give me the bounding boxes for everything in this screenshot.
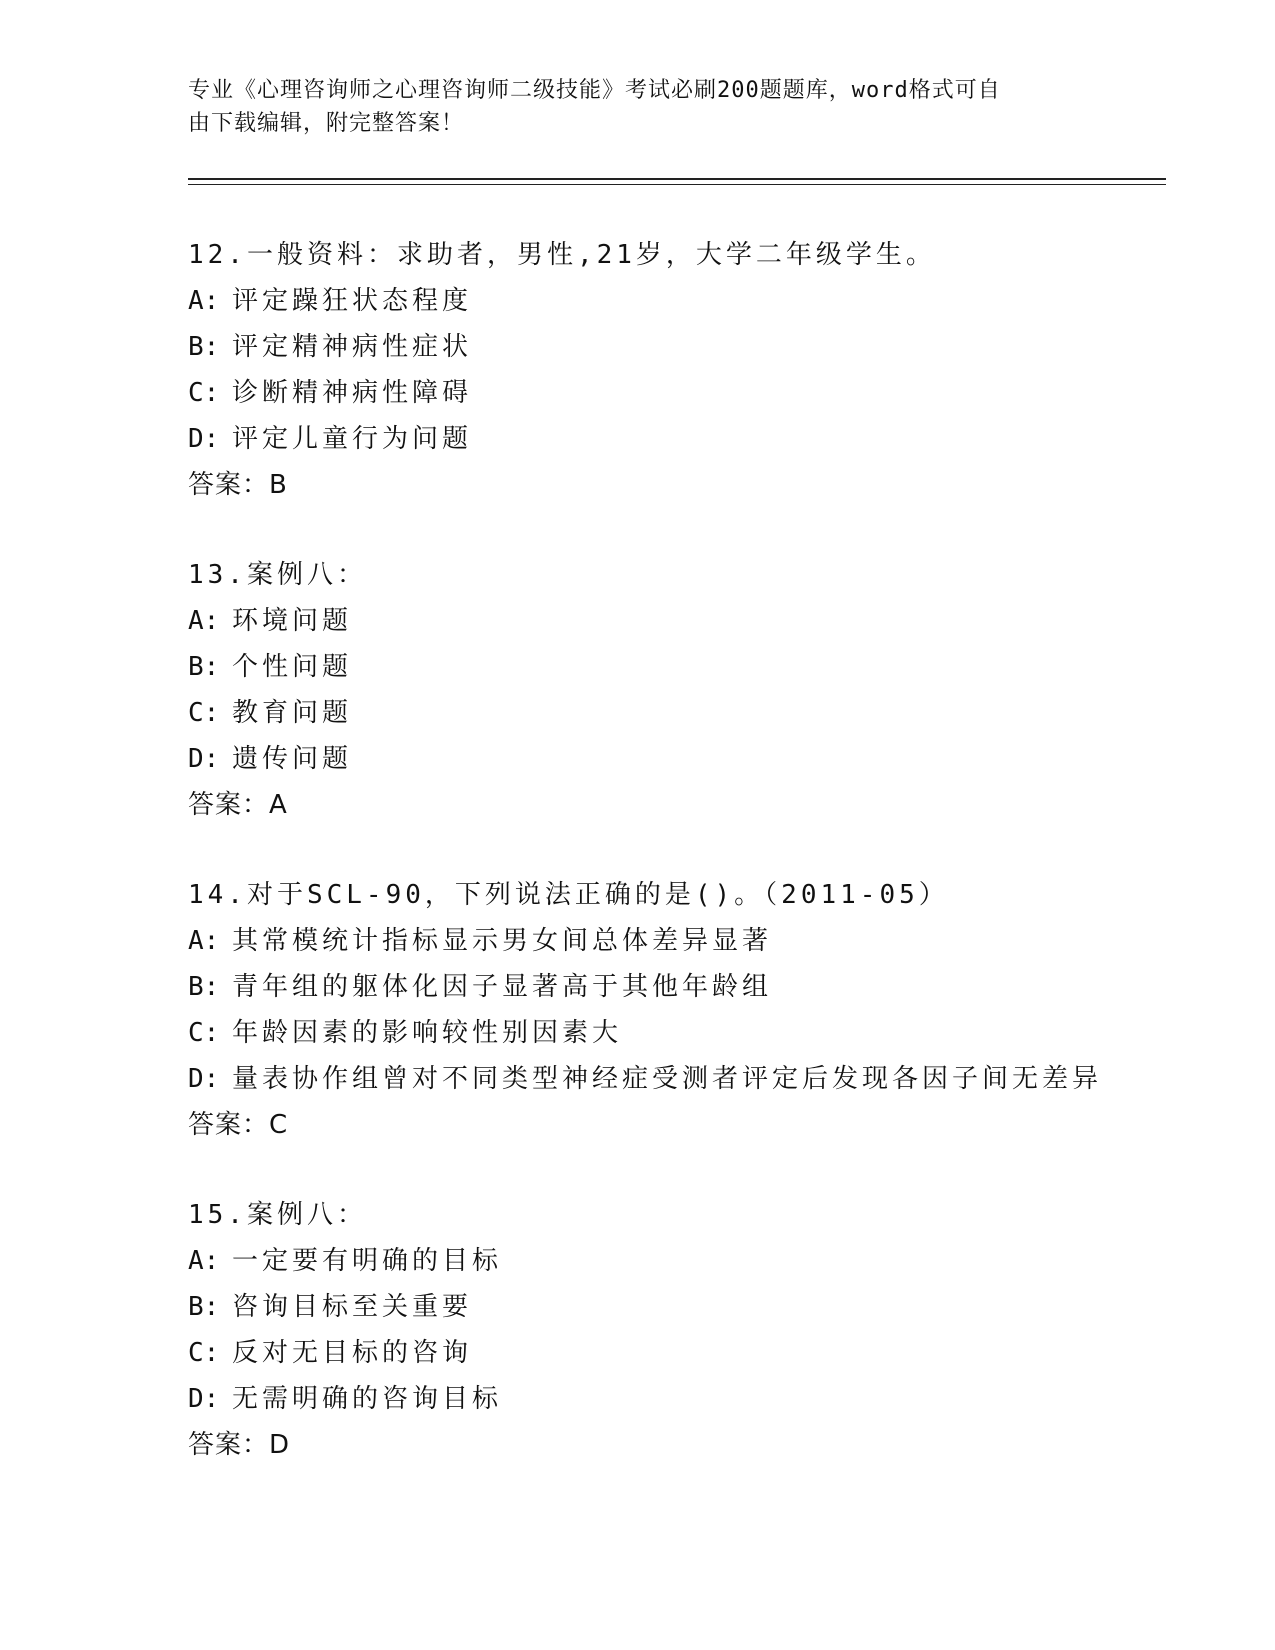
option-d: [188, 1376, 1168, 1422]
option-b: [188, 1284, 1168, 1330]
option-text: 教育问题: [232, 698, 353, 728]
option-text: 咨询目标至关重要: [232, 1292, 473, 1322]
option-letter: A:: [188, 286, 220, 316]
question-14: [188, 872, 1168, 1148]
option-letter: B:: [188, 1292, 220, 1322]
question-stem: 12.一般资料：求助者，男性,21岁，大学二年级学生。: [188, 240, 936, 270]
option-a: [188, 1238, 1168, 1284]
option-c: [188, 370, 1168, 416]
option-letter: B:: [188, 972, 220, 1002]
question-list: [188, 232, 1168, 1512]
question-stem: 14.对于SCL-90，下列说法正确的是()。（2011-05）: [188, 880, 949, 910]
option-letter: D:: [188, 744, 220, 774]
answer-label: 答案：B: [188, 470, 288, 500]
option-text: 遗传问题: [232, 744, 353, 774]
option-d: [188, 416, 1168, 462]
question-15: [188, 1192, 1168, 1468]
option-c: [188, 1330, 1168, 1376]
option-text: 评定躁狂状态程度: [232, 286, 473, 316]
option-b: [188, 324, 1168, 370]
option-text: 年龄因素的影响较性别因素大: [232, 1018, 623, 1048]
option-letter: B:: [188, 652, 220, 682]
option-text: 诊断精神病性障碍: [232, 378, 473, 408]
option-b: [188, 644, 1168, 690]
document-header: [188, 74, 1088, 140]
option-letter: A:: [188, 926, 220, 956]
option-text: 个性问题: [232, 652, 353, 682]
option-text: 评定精神病性症状: [232, 332, 473, 362]
option-letter: C:: [188, 378, 220, 408]
option-letter: D:: [188, 1384, 220, 1414]
option-text: 评定儿童行为问题: [232, 424, 473, 454]
option-letter: A:: [188, 606, 220, 636]
option-text: 反对无目标的咨询: [232, 1338, 473, 1368]
option-text: 量表协作组曾对不同类型神经症受测者评定后发现各因子间无差异: [232, 1064, 1103, 1094]
question-12: [188, 232, 1168, 508]
option-letter: D:: [188, 424, 220, 454]
option-letter: D:: [188, 1064, 220, 1094]
option-letter: B:: [188, 332, 220, 362]
option-text: 一定要有明确的目标: [232, 1246, 503, 1276]
header-divider-thin: [188, 184, 1166, 185]
header-divider-thick: [188, 178, 1166, 180]
option-text: 青年组的躯体化因子显著高于其他年龄组: [232, 972, 773, 1002]
option-letter: A:: [188, 1246, 220, 1276]
option-text: 其常模统计指标显示男女间总体差异显著: [232, 926, 773, 956]
question-stem: 13.案例八：: [188, 560, 367, 590]
option-text: 环境问题: [232, 606, 353, 636]
option-d: [188, 1056, 1168, 1102]
question-stem: 15.案例八：: [188, 1200, 367, 1230]
header-line-2: 由下载编辑，附完整答案！: [188, 111, 465, 136]
question-13: [188, 552, 1168, 828]
option-c: [188, 1010, 1168, 1056]
option-letter: C:: [188, 698, 220, 728]
answer-label: 答案：A: [188, 790, 288, 820]
option-a: [188, 278, 1168, 324]
answer-label: 答案：D: [188, 1430, 291, 1460]
option-d: [188, 736, 1168, 782]
header-line-1: 专业《心理咨询师之心理咨询师二级技能》考试必刷200题题库，word格式可自: [188, 78, 1001, 103]
option-c: [188, 690, 1168, 736]
option-letter: C:: [188, 1338, 220, 1368]
option-a: [188, 598, 1168, 644]
option-letter: C:: [188, 1018, 220, 1048]
answer-label: 答案：C: [188, 1110, 289, 1140]
option-b: [188, 964, 1168, 1010]
option-text: 无需明确的咨询目标: [232, 1384, 503, 1414]
option-a: [188, 918, 1168, 964]
